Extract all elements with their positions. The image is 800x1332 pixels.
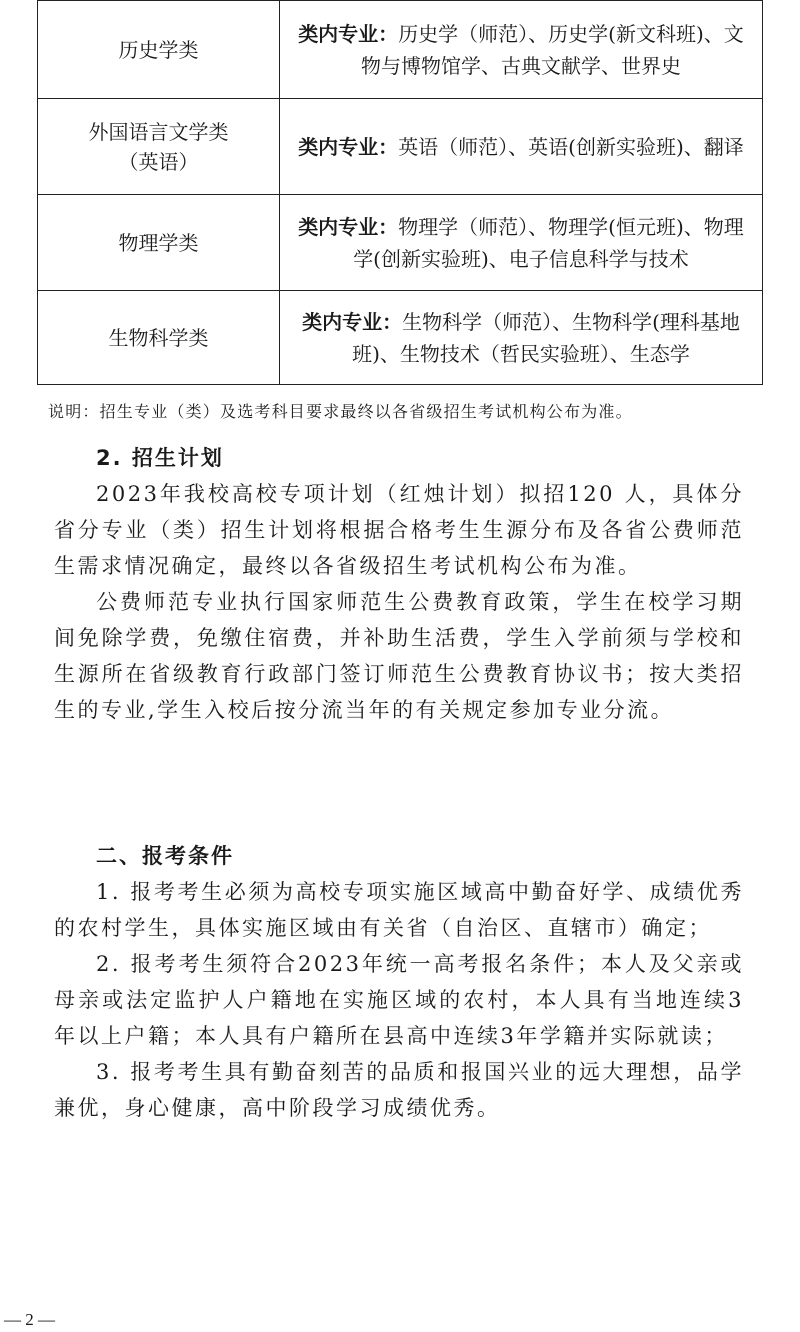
table-row bbox=[38, 291, 763, 385]
category-cell bbox=[38, 1, 280, 99]
table-row bbox=[38, 99, 763, 195]
page-number: — 2 — bbox=[4, 1310, 55, 1329]
table-row bbox=[38, 1, 763, 99]
major-table bbox=[37, 0, 763, 385]
category-cell bbox=[38, 291, 280, 385]
majors-list: 物理学（师范）、物理学(恒元班)、物理学(创新实验班)、电子信息科学与技术 bbox=[353, 214, 744, 271]
majors-cell bbox=[280, 1, 763, 99]
section-heading: 二、报考条件 bbox=[96, 844, 234, 868]
category-name: 外国语言文学类 bbox=[88, 119, 229, 144]
paragraph: 公费师范专业执行国家师范生公费教育政策，学生在校学习期间免除学费，免缴住宿费，并补助生活费，学生入学前须与学校和生源所在省级教育行政部门签订师范生公费教育协议书；按大类招生的专业,学生入校后按分流当年的有关规定参加专业分流。 bbox=[54, 590, 744, 722]
majors-list: 英语（师范）、英语(创新实验班)、翻译 bbox=[398, 134, 744, 159]
paragraph: 2. 报考考生须符合2023年统一高考报名条件；本人及父亲或母亲或法定监护人户籍地在实施区域的农村，本人具有当地连续3年以上户籍；本人具有户籍所在县高中连续3年学籍并实际就读； bbox=[54, 952, 744, 1048]
category-name: 生物科学类 bbox=[108, 325, 209, 350]
majors-lead-label: 类内专业： bbox=[298, 21, 399, 46]
majors-lead-label: 类内专业： bbox=[302, 309, 403, 334]
section-heading: 2. 招生计划 bbox=[96, 446, 224, 470]
paragraph: 2023年我校高校专项计划（红烛计划）拟招120 人，具体分省分专业（类）招生计划将根据合格考生生源分布及各省公费师范生需求情况确定，最终以各省级招生考试机构公布为准。 bbox=[54, 482, 744, 578]
section-plan bbox=[54, 440, 744, 728]
category-subname: （英语） bbox=[118, 149, 199, 174]
majors-cell bbox=[280, 99, 763, 195]
table-note: 说明：招生专业（类）及选考科目要求最终以各省级招生考试机构公布为准。 bbox=[48, 402, 633, 421]
majors-list: 生物科学（师范）、生物科学(理科基地班)、生物技术（哲民实验班）、生态学 bbox=[352, 309, 740, 366]
majors-cell bbox=[280, 291, 763, 385]
section-conditions bbox=[54, 838, 744, 1126]
majors-lead-label: 类内专业： bbox=[298, 214, 399, 239]
paragraph: 3. 报考考生具有勤奋刻苦的品质和报国兴业的远大理想，品学兼优，身心健康，高中阶段学习成绩优秀。 bbox=[54, 1060, 744, 1120]
category-name: 物理学类 bbox=[118, 230, 199, 255]
category-name: 历史学类 bbox=[118, 37, 199, 62]
majors-cell bbox=[280, 195, 763, 291]
table-row bbox=[38, 195, 763, 291]
paragraph: 1. 报考考生必须为高校专项实施区域高中勤奋好学、成绩优秀的农村学生，具体实施区域由有关省（自治区、直辖市）确定； bbox=[54, 880, 744, 940]
majors-lead-label: 类内专业： bbox=[298, 134, 399, 159]
category-cell bbox=[38, 99, 280, 195]
category-cell bbox=[38, 195, 280, 291]
majors-list: 历史学（师范）、历史学(新文科班)、文物与博物馆学、古典文献学、世界史 bbox=[361, 21, 744, 78]
